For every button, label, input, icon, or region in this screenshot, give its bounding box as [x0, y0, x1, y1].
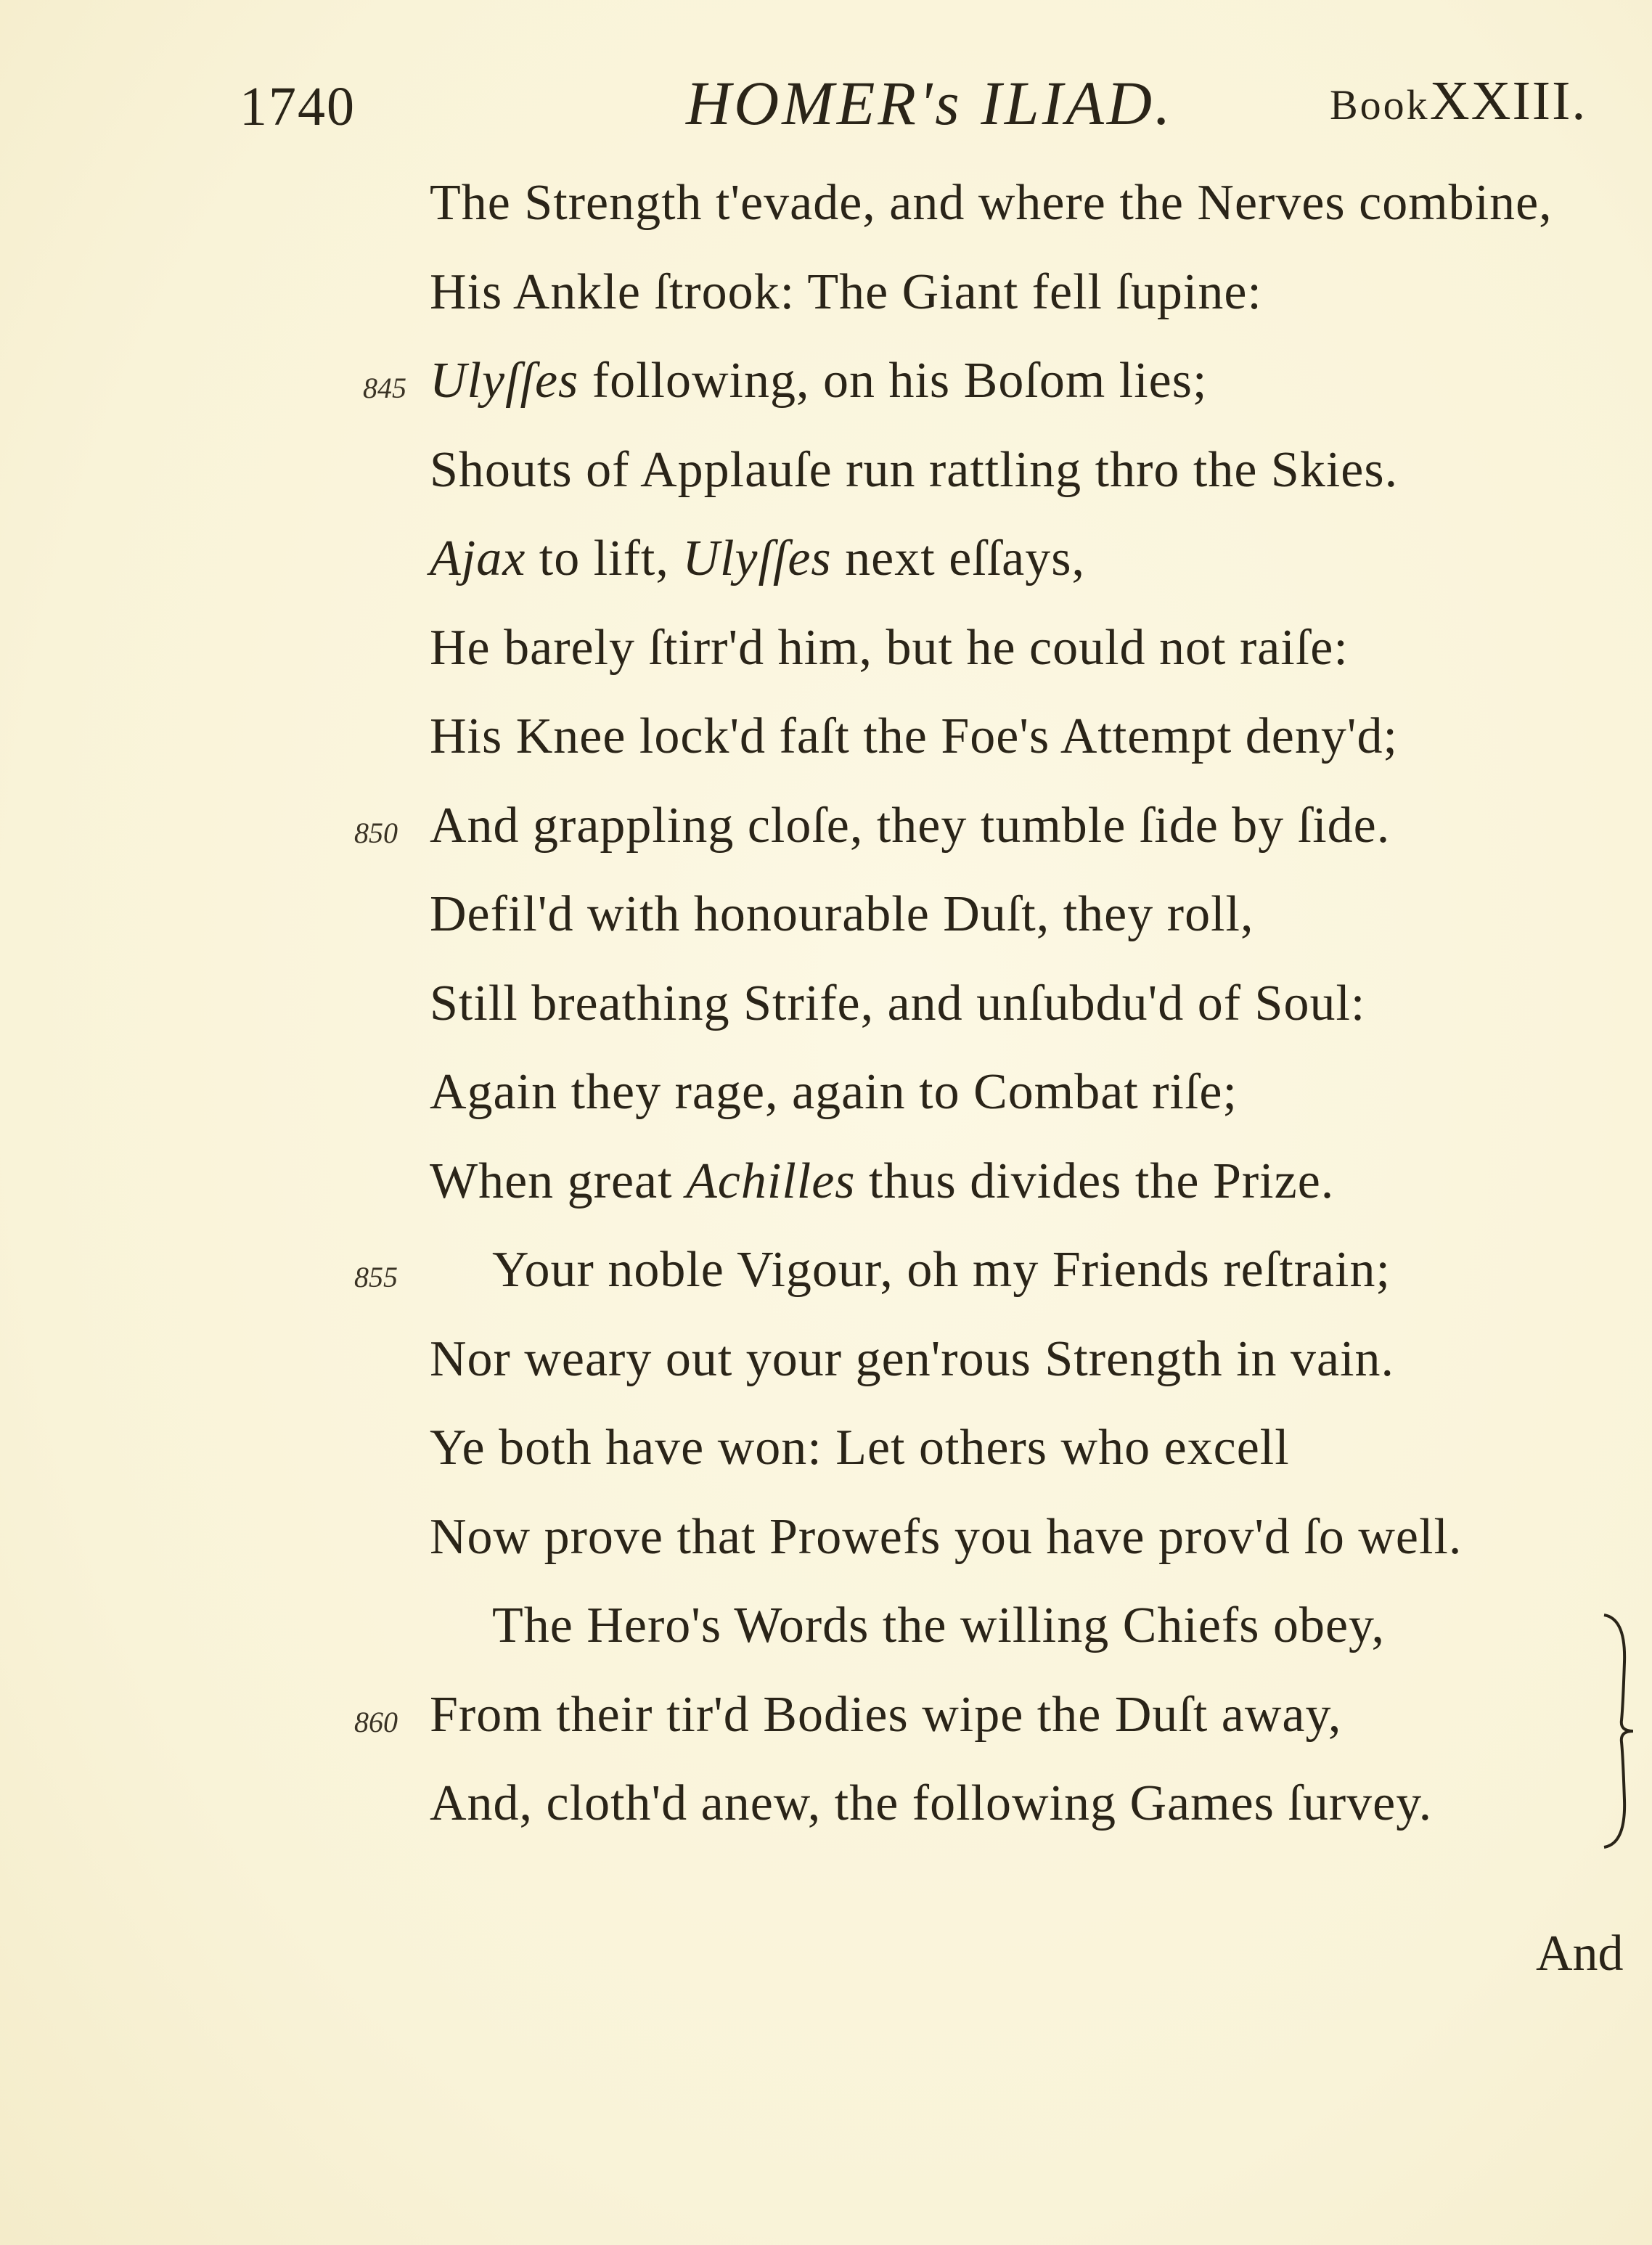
poem-line: [0, 441, 1652, 521]
line-segment: Defil'd with honourable Duſt, they roll,: [430, 886, 1254, 942]
line-segment: His Ankle ſtrook: The Giant fell ſupine:: [430, 264, 1262, 320]
poem-line: [0, 1597, 1652, 1677]
italic-name: Ajax: [430, 531, 526, 586]
line-segment: following, on his Boſom lies;: [578, 353, 1208, 409]
poem-line: [0, 708, 1652, 788]
poem-line: [0, 975, 1652, 1055]
line-number: 860: [354, 1706, 398, 1738]
poem-line: [0, 530, 1652, 610]
line-segment: Your noble Vigour, oh my Friends reſtrain;: [492, 1242, 1391, 1298]
poem-line: [0, 263, 1652, 343]
line-text: [430, 797, 1390, 855]
poem-line: [0, 1775, 1652, 1855]
line-segment: He barely ſtirr'd him, but he could not raiſe:: [430, 620, 1349, 676]
line-text: [430, 886, 1254, 944]
running-title: HOMER's ILIAD.: [686, 68, 1174, 138]
book-numeral: XXIII.: [1429, 70, 1587, 131]
line-segment: next eſſays,: [831, 531, 1085, 586]
line-segment: The Hero's Words the willing Chiefs obey,: [492, 1598, 1386, 1653]
line-segment: The Strength t'evade, and where the Nerves combine,: [430, 175, 1553, 231]
line-text: [492, 1597, 1385, 1655]
book-prefix: Book: [1330, 81, 1430, 128]
line-segment: His Knee lock'd faſt the Foe's Attempt deny'd;: [430, 708, 1398, 764]
line-number: 855: [354, 1261, 398, 1293]
line-segment: Now prove that Prowefs you have prov'd ſo well.: [430, 1509, 1463, 1565]
line-text: [430, 1775, 1432, 1833]
line-text: [430, 619, 1349, 677]
poem-line: [0, 797, 1652, 877]
poem-line: [0, 886, 1652, 965]
line-text: [430, 441, 1398, 499]
line-text: [430, 263, 1262, 322]
line-text: [430, 708, 1398, 766]
running-head: [0, 67, 1652, 147]
poem-line: [0, 174, 1652, 254]
line-text: [430, 1330, 1394, 1389]
line-segment: Shouts of Applauſe run rattling thro the Skies.: [430, 442, 1399, 498]
poem-line: [0, 1419, 1652, 1499]
page-number: 1740: [240, 76, 356, 137]
line-text: [430, 1153, 1334, 1211]
line-text: [430, 1419, 1290, 1477]
line-segment: Ye both have won: Let others who excell: [430, 1420, 1290, 1476]
line-segment: From their tir'd Bodies wipe the Duſt away,: [430, 1687, 1342, 1743]
line-segment: When great: [430, 1153, 687, 1209]
poem-line: [0, 352, 1652, 432]
poem-line: [0, 1063, 1652, 1143]
line-segment: And, cloth'd anew, the following Games ſurvey.: [430, 1775, 1433, 1831]
line-segment: Still breathing Strife, and unſubdu'd of Soul:: [430, 976, 1366, 1031]
poem-line: [0, 1153, 1652, 1232]
book-label: [1330, 70, 1587, 133]
line-text: [430, 1063, 1238, 1121]
poem-line: [0, 619, 1652, 699]
poem-line: [0, 1508, 1652, 1588]
italic-name: Ulyſſes: [430, 353, 579, 409]
line-text: [430, 1508, 1462, 1566]
line-text: [430, 975, 1365, 1033]
line-text: [430, 352, 1207, 410]
triplet-brace-icon: [1597, 1611, 1640, 1851]
line-segment: Nor weary out your gen'rous Strength in vain.: [430, 1331, 1395, 1387]
line-text: [492, 1241, 1391, 1299]
poem-line: [0, 1330, 1652, 1410]
italic-name: Achilles: [686, 1153, 856, 1209]
poem-line: [0, 1241, 1652, 1321]
line-number: 845: [363, 372, 406, 404]
line-text: [430, 530, 1085, 588]
line-segment: to lift,: [526, 531, 683, 586]
line-segment: And grappling cloſe, they tumble ſide by ſide.: [430, 798, 1391, 854]
line-segment: thus divides the Prize.: [855, 1153, 1335, 1209]
italic-name: Ulyſſes: [682, 531, 832, 586]
line-number: 850: [354, 817, 398, 849]
line-text: [430, 1686, 1341, 1744]
line-segment: Again they rage, again to Combat riſe;: [430, 1064, 1238, 1120]
poem-line: [0, 1686, 1652, 1766]
catchword: And: [1536, 1926, 1624, 1982]
line-text: [430, 174, 1553, 232]
